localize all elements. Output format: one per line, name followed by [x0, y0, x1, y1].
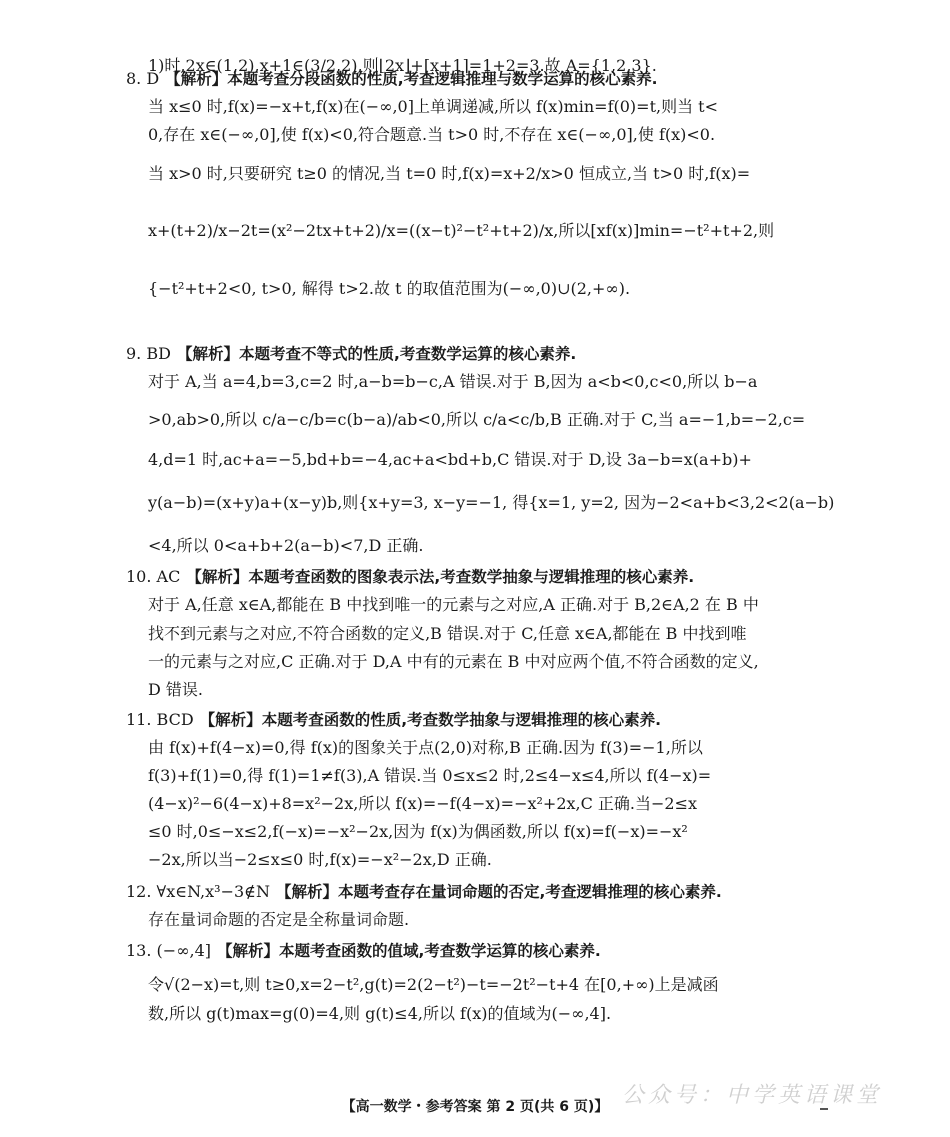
answer-key: (−∞,4] — [156, 941, 212, 960]
answer-key: ∀x∈N,x³−3∉N — [156, 882, 270, 901]
body-line: 存在量词命题的否定是全称量词命题. — [148, 910, 410, 929]
question-number: 8. — [126, 69, 142, 88]
question-number: 10. — [126, 567, 152, 586]
analysis-tag: 【解析】 — [165, 70, 228, 88]
analysis-summary: 本题考查存在量词命题的否定,考查逻辑推理的核心素养. — [338, 883, 722, 901]
body-line: <4,所以 0<a+b+2(a−b)<7,D 正确. — [148, 536, 424, 555]
body-line: 找不到元素与之对应,不符合函数的定义,B 错误.对于 C,任意 x∈A,都能在 B 中找到唯 — [148, 624, 747, 643]
body-line: 一的元素与之对应,C 正确.对于 D,A 中有的元素在 B 中对应两个值,不符合函数的定义, — [148, 652, 759, 671]
body-line: 数,所以 g(t)max=g(0)=4,则 g(t)≤4,所以 f(x)的值域为(−∞,4]. — [148, 1004, 612, 1023]
analysis-summary: 本题考查不等式的性质,考查数学运算的核心素养. — [238, 345, 577, 363]
question-heading — [126, 940, 816, 962]
body-line: >0,ab>0,所以 c/a−c/b=c(b−a)/ab<0,所以 c/a<c/b,B 正确.对于 C,当 a=−1,b=−2,c= — [148, 410, 806, 429]
page-footer: 【高一数学・参考答案 第 2 页(共 6 页)】 — [341, 1099, 609, 1115]
body-line: 令√(2−x)=t,则 t≥0,x=2−t²,g(t)=2(2−t²)−t=−2t²−t+4 在[0,+∞)上是减函 — [148, 975, 719, 994]
body-line: 1)时,2x∈(1,2),x+1∈(3/2,2),则⌊2x⌋+⌈x+1⌉=1+2=3.故 A={1,2,3}. — [148, 56, 657, 75]
analysis-tag: 【解析】 — [186, 568, 249, 586]
analysis-tag: 【解析】 — [199, 711, 262, 729]
body-line: y(a−b)=(x+y)a+(x−y)b,则{x+y=3, x−y=−1, 得{x=1, y=2, 因为−2<a+b<3,2<2(a−b) — [148, 493, 835, 512]
analysis-summary: 本题考查函数的图象表示法,考查数学抽象与逻辑推理的核心素养. — [248, 568, 695, 586]
answer-key: BD — [146, 344, 171, 363]
question-heading — [126, 68, 816, 90]
analysis-summary: 本题考查函数的性质,考查数学抽象与逻辑推理的核心素养. — [261, 711, 661, 729]
body-line: {−t²+t+2<0, t>0, 解得 t>2.故 t 的取值范围为(−∞,0)∪(2,+∞). — [148, 279, 631, 298]
question-number: 13. — [126, 941, 152, 960]
answer-key: AC — [156, 567, 181, 586]
body-line: −2x,所以当−2≤x≤0 时,f(x)=−x²−2x,D 正确. — [148, 850, 492, 869]
footer-dash — [820, 1108, 828, 1110]
body-line: f(3)+f(1)=0,得 f(1)=1≠f(3),A 错误.当 0≤x≤2 时,2≤4−x≤4,所以 f(4−x)= — [148, 766, 712, 785]
analysis-tag: 【解析】 — [176, 345, 239, 363]
body-line: 4,d=1 时,ac+a=−5,bd+b=−4,ac+a<bd+b,C 错误.对于 D,设 3a−b=x(a+b)+ — [148, 450, 752, 469]
body-line: 由 f(x)+f(4−x)=0,得 f(x)的图象关于点(2,0)对称,B 正确.因为 f(3)=−1,所以 — [148, 738, 703, 757]
question-heading — [126, 343, 816, 365]
body-line: D 错误. — [148, 680, 204, 699]
body-line: ≤0 时,0≤−x≤2,f(−x)=−x²−2x,因为 f(x)为偶函数,所以 f(x)=f(−x)=−x² — [148, 822, 688, 841]
question-heading — [126, 881, 816, 903]
analysis-tag: 【解析】 — [276, 883, 339, 901]
analysis-summary: 本题考查分段函数的性质,考查逻辑推理与数学运算的核心素养. — [227, 70, 658, 88]
watermark: 公众号：中学英语课堂 — [622, 1083, 883, 1108]
body-line: 对于 A,当 a=4,b=3,c=2 时,a−b=b−c,A 错误.对于 B,因为 a<b<0,c<0,所以 b−a — [148, 372, 758, 391]
body-line: 对于 A,任意 x∈A,都能在 B 中找到唯一的元素与之对应,A 正确.对于 B,2∈A,2 在 B 中 — [148, 595, 759, 614]
body-line: x+(t+2)/x−2t=(x²−2tx+t+2)/x=((x−t)²−t²+t+2)/x,所以[xf(x)]min=−t²+t+2,则 — [148, 221, 775, 240]
body-line: 当 x>0 时,只要研究 t≥0 的情况,当 t=0 时,f(x)=x+2/x>0 恒成立,当 t>0 时,f(x)= — [148, 164, 751, 183]
question-number: 9. — [126, 344, 142, 363]
question-number: 11. — [126, 710, 152, 729]
answer-key: BCD — [156, 710, 194, 729]
body-line: 当 x≤0 时,f(x)=−x+t,f(x)在(−∞,0]上单调递减,所以 f(x)min=f(0)=t,则当 t< — [148, 97, 719, 116]
analysis-summary: 本题考查函数的值域,考查数学运算的核心素养. — [279, 942, 601, 960]
question-number: 12. — [126, 882, 152, 901]
question-heading — [126, 709, 816, 731]
body-line: 0,存在 x∈(−∞,0],使 f(x)<0,符合题意.当 t>0 时,不存在 x∈(−∞,0],使 f(x)<0. — [148, 125, 716, 144]
body-line: (4−x)²−6(4−x)+8=x²−2x,所以 f(x)=−f(4−x)=−x²+2x,C 正确.当−2≤x — [148, 794, 698, 813]
analysis-tag: 【解析】 — [217, 942, 280, 960]
question-heading — [126, 566, 816, 588]
answer-key: D — [146, 69, 160, 88]
